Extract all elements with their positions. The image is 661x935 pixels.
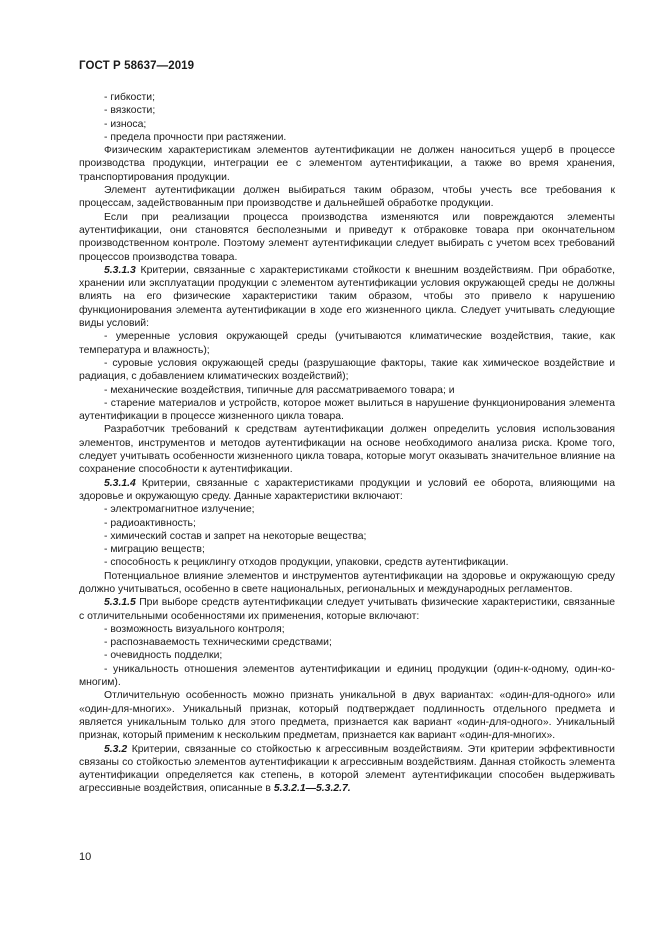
section-number: 5.3.1.4 [104, 477, 136, 489]
paragraph: Потенциальное влияние элементов и инструментов аутентификации на здоровье и окружающую среду должно учитываться, особенно в свете национальных, региональных и международных регламентов. [79, 570, 615, 595]
page-number: 10 [79, 851, 92, 863]
paragraph: Элемент аутентификации должен выбираться таким образом, чтобы учесть все требования к процессам, задействованным при производстве и дальнейшей обработке продукции. [79, 185, 615, 210]
section-paragraph [79, 596, 615, 623]
list-item: - старение материалов и устройств, которое может вылиться в нарушение функционирования элемента аутентификации в процессе жизненного цикла товара. [79, 397, 615, 423]
section-number: 5.3.1.3 [104, 264, 136, 276]
list-item: - химический состав и запрет на некоторые вещества; [104, 530, 367, 542]
section-text: Критерии, связанные с характеристиками продукции и условий ее оборота, влияющими на здоровье и окружающую среду. Данные характеристики включают: [79, 477, 615, 502]
list-item: - уникальность отношения элементов аутентификации и единиц продукции (один-к-одному, один-ко-многим). [79, 663, 615, 689]
list-item: - износа; [104, 118, 147, 130]
section-paragraph [79, 477, 615, 504]
list-item: - способность к рециклингу отходов продукции, упаковки, средств аутентификации. [104, 557, 509, 569]
list-item: - возможность визуального контроля; [104, 623, 285, 635]
section-paragraph [79, 743, 615, 796]
list-item: - миграцию веществ; [104, 544, 205, 556]
paragraph: Если при реализации процесса производства изменяются или повреждаются элементы аутентификации, они становятся бесполезными и приведут к отбраковке товара при окончательном производственном контроле. Поэтому элемент аутентификации следует выбирать с учетом всех требований процессов производства товара. [79, 211, 615, 263]
page-body [79, 91, 615, 796]
section-text: Критерии, связанные с характеристиками стойкости к внешним воздействиям. При обработке, хранении или эксплуатации продукции с элементом аутентификации условия окружающей среды не должны влиять на его физические характеристики таким образом, чтобы это привело к нарушению функционирования элемента аутентификации в ходе его жизненного цикла. Следует учитывать следующие виды условий: [79, 264, 615, 330]
list-item: - суровые условия окружающей среды (разрушающие факторы, такие как химическое воздействие и радиация, с добавлением климатических воздействий); [79, 357, 615, 383]
list-item: - вязкости; [104, 105, 156, 117]
list-item: - механические воздействия, типичные для рассматриваемого товара; и [104, 384, 455, 396]
paragraph: Отличительную особенность можно признать уникальной в двух вариантах: «один-для-одного» или «один-для-многих». Уникальный признак, который подтверждает подлинность отдельного предмета и является уникальным только для этого предмета, признается как вариант «один-для-одного». Уникальный признак, который применим к нескольким предметам, признается как вариант «один-для-многих». [79, 690, 615, 742]
section-text: При выборе средств аутентификации следует учитывать физические характеристики, связанные с отличительными особенностями их применения, которые включают: [79, 597, 615, 622]
document-code: ГОСТ Р 58637—2019 [79, 60, 195, 72]
list-item: - очевидность подделки; [104, 650, 223, 662]
section-reference: 5.3.2.1—5.3.2.7. [273, 783, 351, 795]
section-paragraph [79, 264, 615, 330]
list-item: - электромагнитное излучение; [104, 504, 255, 516]
section-number: 5.3.1.5 [104, 597, 136, 609]
list-item: - распознаваемость техническими средствами; [104, 637, 332, 649]
list-item: - умеренные условия окружающей среды (учитываются климатические воздействия, такие, как температура и влажность); [79, 331, 615, 356]
paragraph: Физическим характеристикам элементов аутентификации не должен наноситься ущерб в процессе производства продукции, интеграции ее с элементом аутентификации, а также во время хранения, транспортирования продукции. [79, 145, 615, 183]
list-item: - предела прочности при растяжении. [104, 131, 287, 143]
list-item: - радиоактивность; [104, 517, 196, 529]
paragraph: Разработчик требований к средствам аутентификации должен определить условия использования элементов, инструментов и методов аутентификации на основе необходимого анализа риска. Кроме того, следует учитывать особенности жизненного цикла товара, которые могут оказывать значительное влияние на сохранение способности к аутентификации. [79, 424, 615, 476]
list-item: - гибкости; [104, 92, 155, 103]
section-number: 5.3.2 [104, 743, 128, 755]
section-text: Критерии, связанные со стойкостью к агрессивным воздействиям. Эти критерии эффективности связаны со стойкостью элементов аутентификации к агрессивным воздействиям. Данная стойкость элемента аутентификации определяется как степень, в которой элемент аутентификации способен выдерживать агрессивные воздействия, описанные в [79, 743, 615, 795]
